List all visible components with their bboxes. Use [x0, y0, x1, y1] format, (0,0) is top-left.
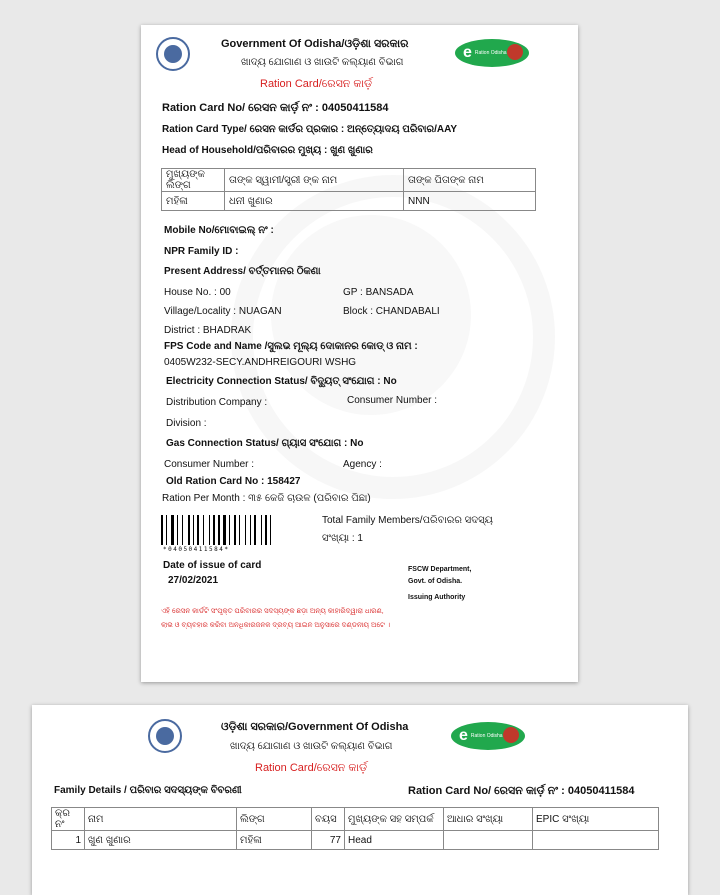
- total-family-members: Total Family Members/ପରିବାରର ସଦସ୍ୟ: [322, 515, 493, 526]
- issue-date: 27/02/2021: [168, 575, 219, 586]
- gas-consumer-number: Consumer Number :: [164, 459, 255, 470]
- logo-leaf-icon: [503, 727, 519, 743]
- table-row: [52, 831, 659, 850]
- ration-card-family-details: [32, 705, 688, 895]
- table-header-row: [52, 808, 659, 831]
- authority-line-2: Govt. of Odisha.: [408, 578, 463, 585]
- block: Block : CHANDABALI: [343, 306, 440, 317]
- barcode-bar: [182, 515, 183, 545]
- barcode-bar: [188, 515, 190, 545]
- table-cell: ମହିଳା: [237, 831, 312, 850]
- table-cell: ଧନୀ ଖୁଣାର: [225, 192, 404, 211]
- ration-odisha-logo: e Ration Odisha: [455, 39, 529, 67]
- mobile-number: Mobile No/ମୋବାଇଲ୍ ନଂ :: [164, 225, 274, 236]
- table-header-cell: କ୍ର ନଂ: [52, 808, 85, 831]
- table-header-cell: ତାଙ୍କ ସ୍ୱାମୀ/ସ୍ତ୍ରୀ ଙ୍କ ନାମ: [225, 169, 404, 192]
- barcode-bar: [213, 515, 215, 545]
- barcode-bar: [218, 515, 220, 545]
- gov-header: Government Of Odisha/ଓଡ଼ିଶା ସରକାର: [221, 38, 409, 50]
- card-title: Ration Card/ରେସନ କାର୍ଡ଼: [260, 78, 373, 90]
- barcode-bar: [193, 515, 194, 545]
- table-cell: 77: [312, 831, 345, 850]
- village: Village/Locality : NUAGAN: [164, 306, 282, 317]
- issuing-authority: Issuing Authority: [408, 594, 466, 601]
- ration-card-type: Ration Card Type/ ରେସନ କାର୍ଡର ପ୍ରକାର : ଅନ୍ତ୍ୟୋଦୟ ପରିବାର/AAY: [162, 124, 458, 135]
- head-of-household: Head of Household/ପରିବାରର ମୁଖ୍ୟ : ଖୁଣ ଖୁଣାର: [162, 145, 373, 156]
- gas-agency: Agency :: [343, 459, 382, 470]
- household-table: [161, 168, 536, 211]
- authority-line-1: FSCW Department,: [408, 566, 472, 573]
- barcode-bar: [209, 515, 210, 545]
- district: District : BHADRAK: [164, 325, 252, 336]
- address-title: Present Address/ ବର୍ତ୍ତମାନର ଠିକଣା: [164, 266, 321, 277]
- barcode-bar: [223, 515, 226, 545]
- department-line: ଖାଦ୍ୟ ଯୋଗାଣ ଓ ଖାଉଟି କଲ୍ୟାଣ ବିଭାଗ: [241, 57, 404, 68]
- barcode-bar: [239, 515, 240, 545]
- department-line: ଖାଦ୍ୟ ଯୋଗାଣ ଓ ଖାଉଟି କଲ୍ୟାଣ ବିଭାଗ: [230, 741, 393, 752]
- barcode-bar: [171, 515, 174, 545]
- ration-card-front: [141, 25, 578, 682]
- table-header-cell: ତାଙ୍କ ପିତାଙ୍କ ନାମ: [404, 169, 536, 192]
- barcode: [161, 515, 296, 545]
- barcode-bar: [166, 515, 167, 545]
- fps-title: FPS Code and Name /ସୁଲଭ ମୂଲ୍ୟ ଦୋକାନର କୋଡ୍ ଓ ନାମ :: [164, 341, 418, 352]
- table-header-cell: ମୁଖ୍ୟଙ୍କ ସହ ସମ୍ପର୍କ: [345, 808, 444, 831]
- barcode-bar: [197, 515, 199, 545]
- barcode-bar: [203, 515, 204, 545]
- distribution-company: Distribution Company :: [166, 397, 268, 408]
- table-row: [162, 192, 536, 211]
- barcode-bar: [254, 515, 256, 545]
- total-family-members-count: ସଂଖ୍ୟା : 1: [322, 533, 363, 544]
- barcode-bar: [234, 515, 236, 545]
- barcode-bar: [245, 515, 246, 545]
- family-details-title: Family Details / ପରିବାର ସଦସ୍ୟଙ୍କ ବିବରଣୀ: [54, 785, 242, 796]
- barcode-bar: [161, 515, 163, 545]
- table-cell: ମହିଳା: [162, 192, 225, 211]
- barcode-bar: [229, 515, 230, 545]
- table-header-row: [162, 169, 536, 192]
- electricity-status: Electricity Connection Status/ ବିଦ୍ୟୁତ୍ ସଂଯୋଗ : No: [166, 376, 397, 387]
- old-ration-card: Old Ration Card No : 158427: [166, 476, 301, 487]
- barcode-bar: [177, 515, 178, 545]
- fps-value: 0405W232-SECY.ANDHREIGOURI WSHG: [164, 357, 357, 368]
- card-title: Ration Card/ରେସନ କାର୍ଡ଼: [255, 762, 368, 774]
- family-members-table: [51, 807, 659, 850]
- odisha-emblem-icon: [148, 719, 182, 753]
- barcode-bar: [261, 515, 262, 545]
- ration-card-number: Ration Card No/ ରେସନ କାର୍ଡ଼ ନଂ : 04050411584: [408, 785, 635, 797]
- gram-panchayat: GP : BANSADA: [343, 287, 414, 298]
- table-cell: [533, 831, 659, 850]
- electricity-consumer-number: Consumer Number :: [347, 395, 438, 406]
- gas-status: Gas Connection Status/ ଗ୍ୟାସ ସଂଯୋଗ : No: [166, 438, 364, 449]
- division: Division :: [166, 418, 207, 429]
- table-cell: NNN: [404, 192, 536, 211]
- table-header-cell: ଆଧାର ସଂଖ୍ୟା: [444, 808, 533, 831]
- house-number: House No. : 00: [164, 287, 231, 298]
- barcode-bar: [265, 515, 267, 545]
- table-cell: ଖୁଣ ଖୁଣାର: [85, 831, 237, 850]
- gov-header: ଓଡ଼ିଶା ସରକାର/Government Of Odisha: [221, 721, 409, 733]
- table-header-cell: ନାମ: [85, 808, 237, 831]
- barcode-bar: [270, 515, 271, 545]
- odisha-emblem-icon: [156, 37, 190, 71]
- ration-card-number: Ration Card No/ ରେସନ କାର୍ଡ଼ ନଂ : 04050411584: [162, 102, 389, 114]
- ration-per-month: Ration Per Month : ୩୫ କେଜି ଚାଉଳ (ପରିବାର ପିଛା): [162, 493, 371, 504]
- npr-family-id: NPR Family ID :: [164, 246, 239, 257]
- barcode-digits: *04050411584*: [163, 546, 230, 553]
- table-header-cell: ମୁଖ୍ୟଙ୍କ ଲିଙ୍ଗ: [162, 169, 225, 192]
- table-cell: Head: [345, 831, 444, 850]
- logo-leaf-icon: [507, 44, 523, 60]
- table-header-cell: ବୟସ: [312, 808, 345, 831]
- legal-note-line-2: ଲାଭ ଓ ବ୍ୟବହାର କରିବା ଅନଧିକାରଜନକ ଦ୍ରବ୍ୟ ଆଇନ ଅନୁସାରେ ଦଣ୍ଡନୀୟ ଅଟେ ।: [161, 622, 391, 629]
- legal-note-line-1: ଏହି ରେସନ କାର୍ଡଟି ସଂପୃକ୍ତ ପରିବାରର ସଦସ୍ୟଙ୍କ ଛଡ଼ା ଅନ୍ୟ କାହାରିଦ୍ୱାରା ଧାରଣ,: [161, 608, 384, 615]
- issue-date-label: Date of issue of card: [163, 560, 262, 571]
- table-cell: 1: [52, 831, 85, 850]
- barcode-bar: [250, 515, 251, 545]
- ration-odisha-logo: e Ration Odisha: [451, 722, 525, 750]
- table-header-cell: EPIC ସଂଖ୍ୟା: [533, 808, 659, 831]
- table-header-cell: ଲିଙ୍ଗ: [237, 808, 312, 831]
- table-cell: [444, 831, 533, 850]
